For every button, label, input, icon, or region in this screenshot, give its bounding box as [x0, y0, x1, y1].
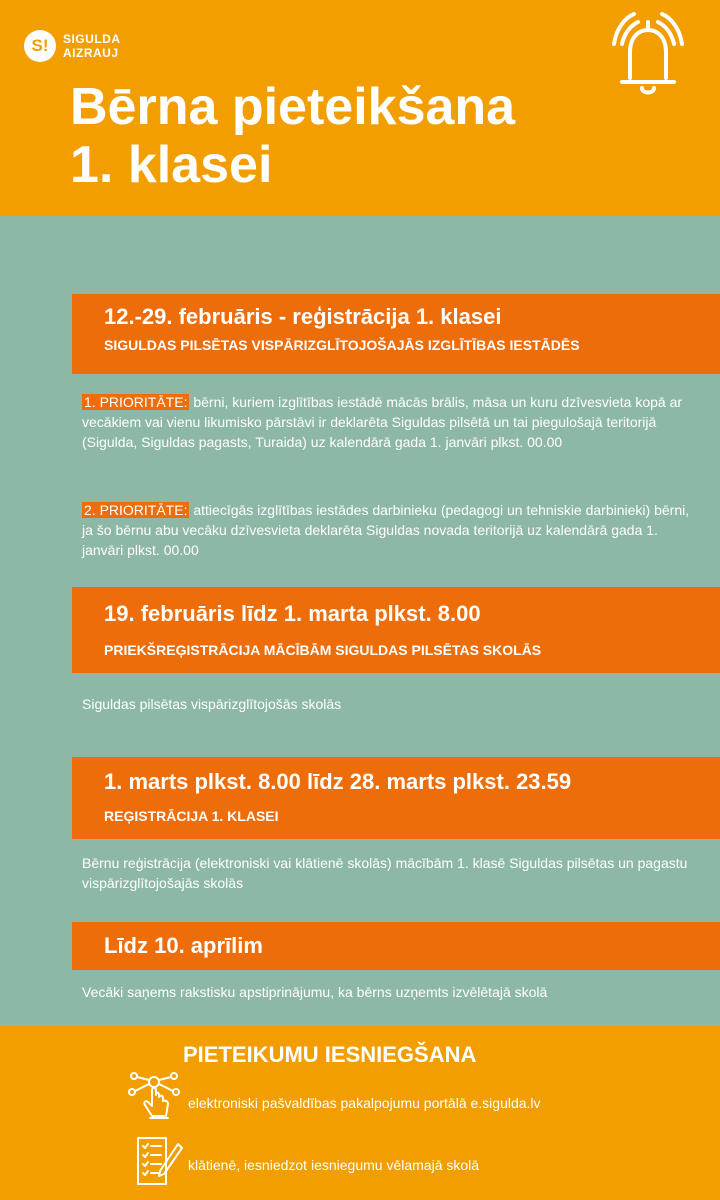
section2-title: 19. februāris līdz 1. marta plkst. 8.00 — [104, 601, 481, 626]
priority1-text — [82, 392, 702, 452]
submission-item2-text: klātienē, iesniedzot iesniegumu vēlamajā skolā — [188, 1157, 480, 1173]
section2-text: Siguldas pilsētas vispārizglītojošās skolās — [82, 696, 342, 712]
title-line2: 1. klasei — [70, 136, 273, 194]
bell-icon — [600, 8, 696, 104]
priority1-body: bērni, kuriem izglītības iestādē mācās brālis, māsa un kuru dzīvesvieta kopā ar vecākiem vai vienu likumisko pārstāvi ir deklarēta Siguldas pilsētā un tai piegulošajā teritorijā (Sigulda, Siguldas pagasts, Turaida) uz kalendārā gada 1. janvāri plkst. 00.00 — [82, 394, 683, 450]
touch-network-icon — [126, 1068, 182, 1124]
logo-mark: S! — [24, 30, 56, 62]
logo-line2: AIZRAUJ — [63, 46, 119, 60]
section4-text: Vecāki saņems rakstisku apstiprinājumu, ka bērns uzņemts izvēlētajā skolā — [82, 984, 548, 1000]
header — [0, 0, 720, 216]
submission-item-in-person — [134, 1134, 479, 1188]
priority2-tag: 2. PRIORITĀTE: — [84, 502, 188, 518]
priority2-text — [82, 500, 702, 560]
logo-line1: SIGULDA — [63, 32, 121, 46]
section3-title: 1. marts plkst. 8.00 līdz 28. marts plkst. 23.59 — [104, 769, 572, 794]
page-title — [70, 78, 515, 194]
section4-header — [72, 922, 720, 970]
section4-title: Līdz 10. aprīlim — [104, 933, 263, 958]
logo — [24, 30, 121, 62]
section1-title: 12.-29. februāris - reģistrācija 1. klasei — [104, 304, 502, 329]
title-line1: Bērna pieteikšana — [70, 78, 516, 136]
document-pen-icon — [134, 1134, 184, 1188]
section1-header — [72, 294, 720, 374]
section2-subtitle: PRIEKŠREĢISTRĀCIJA MĀCĪBĀM SIGULDAS PILSĒTAS SKOLĀS — [104, 642, 542, 658]
submission-item1-text: elektroniski pašvaldības pakalpojumu portālā e.sigulda.lv — [188, 1095, 541, 1111]
section3-text: Bērnu reģistrācija (elektroniski vai klātienē skolās) mācībām 1. klasē Siguldas pilsētas un pagastu vispārizglītojošajās skolās — [82, 855, 688, 891]
logo-text — [63, 32, 121, 60]
section1-subtitle: SIGULDAS PILSĒTAS VISPĀRIZGLĪTOJOŠAJĀS IZGLĪTĪBAS IESTĀDĒS — [104, 337, 580, 353]
priority1-tag: 1. PRIORITĀTE: — [84, 394, 188, 410]
section2-header — [72, 587, 720, 673]
section3-header — [72, 757, 720, 839]
submission-item-electronic — [126, 1068, 541, 1124]
section3-subtitle: REĢISTRĀCIJA 1. KLASEI — [104, 808, 279, 824]
priority2-body: attiecīgās izglītības iestādes darbinieku (pedagogi un tehniskie darbinieki) bērni, ja šo bērnu abu vecāku dzīvesvieta deklarēta Siguldas novada teritorijā uz kalendārā gada 1. janvāri plkst. 00.00 — [82, 502, 690, 558]
submission-title: PIETEIKUMU IESNIEGŠANA — [183, 1042, 477, 1067]
